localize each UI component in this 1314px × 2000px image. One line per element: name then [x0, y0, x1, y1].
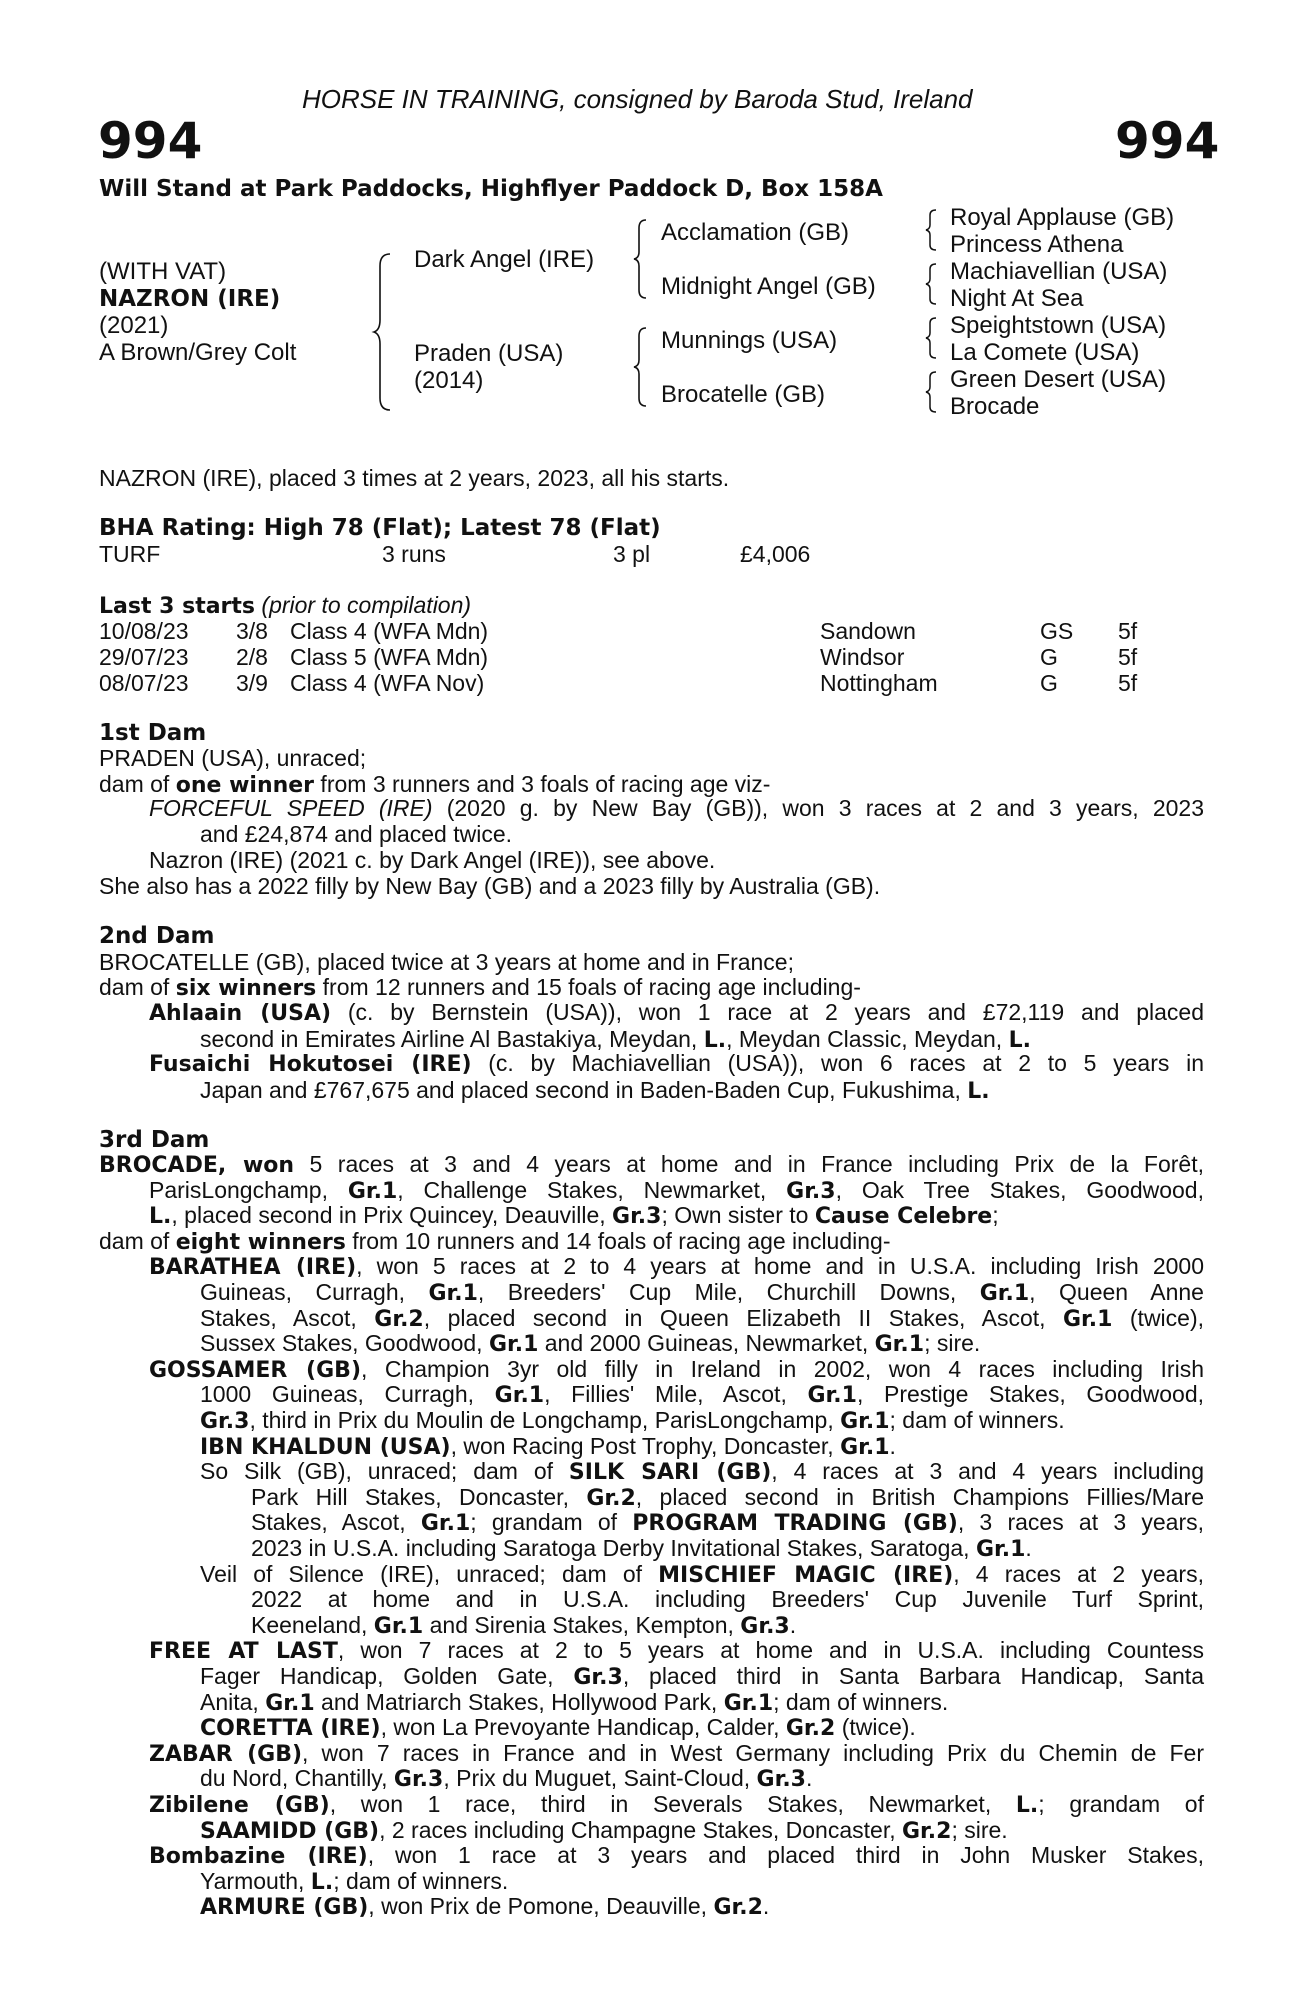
start-going: G	[1040, 644, 1058, 670]
text: , 2 races including Champagne Stakes, Doncaster,	[379, 1816, 902, 1843]
first-dam-line1: PRADEN (USA), unraced;	[99, 745, 367, 771]
third-dam-line	[200, 1690, 1204, 1717]
text: , won 7 races in France and in West Germany including Prix du Chemin de Fer	[302, 1739, 1205, 1766]
bold-text: Zibilene (GB)	[149, 1793, 330, 1818]
start-dist: 5f	[1118, 644, 1138, 670]
text: 2023 in U.S.A. including Saratoga Derby Invitational Stakes, Saratoga,	[251, 1535, 976, 1561]
text: ; Own sister to	[661, 1202, 815, 1229]
first-dam-title: 1st Dam	[99, 720, 207, 746]
first-dam-progeny-1	[99, 796, 1204, 847]
start-race: Class 4 (WFA Nov)	[290, 670, 485, 696]
bold-text: Cause Celebre	[814, 1204, 993, 1230]
pedigree-dam-sire: Munnings (USA)	[661, 327, 838, 354]
forceful-speed-name: FORCEFUL SPEED (IRE)	[149, 795, 433, 821]
text: , won 1 race, third in Severals Stakes, Newmarket,	[329, 1791, 1016, 1817]
text: from 10 runners and 14 foals of racing age including-	[345, 1227, 891, 1254]
bold-text: Gr.1	[347, 1178, 398, 1204]
ahlaain-l2: L.	[1008, 1027, 1031, 1053]
rating-runs: 3 runs	[382, 541, 446, 567]
text: (twice),	[1112, 1304, 1204, 1331]
third-dam-line	[149, 1254, 1204, 1281]
forceful-speed-line1: (2020 g. by New Bay (GB)), won 3 races at 2 and 3 years, 2023	[432, 795, 1205, 821]
last-starts-heading	[99, 592, 471, 620]
bold-text: Gr.1	[373, 1613, 424, 1639]
bold-text: Gr.1	[840, 1434, 890, 1460]
lot-number-right: 994	[1115, 112, 1220, 170]
pedigree-brace-dam	[632, 326, 648, 408]
start-date: 08/07/23	[99, 670, 189, 696]
text: .	[1025, 1535, 1032, 1561]
bold-text: Gr.2	[713, 1895, 763, 1921]
third-dam-line	[200, 1331, 1204, 1358]
pedigree-brace-ds	[924, 316, 938, 360]
third-dam-line	[251, 1613, 1204, 1640]
third-dam-line	[200, 1434, 1204, 1461]
text: , won La Prevoyante Handicap, Calder,	[380, 1714, 786, 1741]
bold-text: BROCADE, won	[99, 1153, 295, 1178]
text: So Silk (GB), unraced; dam of	[200, 1458, 569, 1485]
text: , Fillies' Mile, Ascot,	[544, 1381, 808, 1408]
third-dam-line	[149, 1357, 1204, 1384]
bold-text: Gr.1	[840, 1409, 890, 1434]
bold-text: MISCHIEF MAGIC (IRE)	[658, 1562, 954, 1588]
first-dam-note: She also has a 2022 filly by New Bay (GB) and a 2023 filly by Australia (GB).	[99, 873, 881, 899]
ahlaain-l1: L.	[703, 1027, 727, 1053]
rating-earnings: £4,006	[740, 541, 811, 567]
start-course: Windsor	[820, 644, 905, 670]
bold-text: Gr.1	[265, 1690, 315, 1716]
bold-text: FREE AT LAST	[149, 1639, 338, 1665]
horse-name: NAZRON (IRE)	[99, 286, 281, 312]
third-dam-line	[149, 1843, 1204, 1870]
bold-text: Gr.3	[200, 1409, 250, 1434]
text: ; grandam of	[1038, 1791, 1204, 1817]
text: and 2000 Guineas, Newmarket,	[538, 1330, 875, 1357]
fusaichi-entry	[99, 1051, 1204, 1104]
third-dam-line	[200, 1869, 1204, 1896]
text: and Matriarch Stakes, Hollywood Park,	[314, 1688, 724, 1715]
pedigree-dam: Praden (USA)	[414, 340, 564, 367]
bold-text: L.	[1015, 1793, 1039, 1818]
start-dist: 5f	[1118, 670, 1138, 696]
third-dam-line	[200, 1562, 1204, 1589]
third-dam-title: 3rd Dam	[99, 1127, 210, 1153]
text: (twice).	[835, 1714, 916, 1741]
first-dam-progeny-2: Nazron (IRE) (2021 c. by Dark Angel (IRE)), see above.	[149, 847, 716, 873]
pedigree-brace-main	[372, 252, 392, 412]
second-dam-line2-c: from 12 runners and 15 foals of racing age including-	[316, 974, 861, 1000]
bold-text: Gr.3	[786, 1178, 836, 1204]
bold-text: Gr.1	[979, 1281, 1030, 1306]
text: Anita,	[200, 1688, 266, 1715]
pedigree-dam-year: (2014)	[414, 367, 484, 394]
pedigree-sire-sire: Acclamation (GB)	[661, 219, 850, 246]
second-dam-winners: six winners	[175, 976, 317, 1001]
third-dam-line	[99, 1229, 1204, 1256]
text: .	[762, 1893, 770, 1920]
bold-text: Gr.3	[756, 1767, 806, 1793]
lot-number-left: 994	[98, 112, 203, 170]
start-course: Nottingham	[820, 670, 938, 696]
text: , Champion 3yr old filly in Ireland in 2002, won 4 races including Irish	[361, 1355, 1204, 1382]
vat-note: (WITH VAT)	[99, 258, 227, 285]
bha-rating: BHA Rating: High 78 (Flat); Latest 78 (Flat)	[99, 515, 661, 541]
third-dam-line	[149, 1638, 1204, 1665]
second-dam-title: 2nd Dam	[99, 923, 215, 949]
text: , Prix du Muguet, Saint-Cloud,	[443, 1765, 757, 1792]
consignment-header: HORSE IN TRAINING, consigned by Baroda Stud, Ireland	[302, 84, 973, 114]
text: Sussex Stakes, Goodwood,	[200, 1330, 489, 1357]
bold-text: Gr.2	[902, 1818, 952, 1844]
fusaichi-name: Fusaichi Hokutosei (IRE)	[149, 1052, 472, 1077]
text: , 3 races at 3 years,	[957, 1509, 1204, 1536]
ahlaain-line2c: , Meydan Classic, Meydan,	[726, 1025, 1009, 1052]
text: Fager Handicap, Golden Gate,	[200, 1663, 574, 1689]
pedigree-sire: Dark Angel (IRE)	[414, 246, 595, 273]
bold-text: SAAMIDD (GB)	[200, 1818, 380, 1844]
ahlaain-name: Ahlaain (USA)	[149, 1001, 332, 1026]
start-course: Sandown	[820, 618, 916, 644]
start-going: GS	[1040, 618, 1074, 644]
bold-text: L.	[149, 1204, 172, 1230]
text: , won Racing Post Trophy, Doncaster,	[450, 1432, 841, 1459]
horse-description: A Brown/Grey Colt	[99, 339, 297, 366]
bold-text: Gr.3	[612, 1204, 662, 1230]
pedigree-dam-dam: Brocatelle (GB)	[661, 381, 826, 408]
bold-text: Gr.1	[807, 1383, 857, 1409]
third-dam-line	[251, 1587, 1204, 1613]
third-dam-line	[149, 1178, 1204, 1205]
text: ParisLongchamp,	[149, 1176, 348, 1203]
text: , won Prix de Pomone, Deauville,	[368, 1893, 714, 1920]
third-dam-line	[149, 1792, 1204, 1819]
text: Veil of Silence (IRE), unraced; dam of	[200, 1560, 659, 1587]
ahlaain-line2a: second in Emirates Airline Al Bastakiya, Meydan,	[200, 1025, 704, 1052]
bold-text: CORETTA (IRE)	[200, 1716, 381, 1742]
start-pos: 3/8	[236, 618, 268, 644]
text: ; sire.	[924, 1330, 981, 1357]
third-dam-line	[251, 1536, 1204, 1563]
forceful-speed-line2: and £24,874 and placed twice.	[200, 820, 513, 847]
text: , won 7 races at 2 to 5 years at home and in U.S.A. including Countess	[337, 1637, 1204, 1664]
third-dam-line	[251, 1510, 1204, 1537]
start-dist: 5f	[1118, 618, 1138, 644]
text: , third in Prix du Moulin de Longchamp, ParisLongchamp,	[249, 1407, 841, 1433]
text: , placed third in Santa Barbara Handicap, Santa	[622, 1663, 1204, 1689]
third-dam-line	[200, 1306, 1204, 1333]
text: Stakes, Ascot,	[251, 1509, 421, 1536]
text: , placed second in British Champions Fillies/Mare	[635, 1483, 1204, 1510]
text: Guineas, Curragh,	[200, 1279, 429, 1305]
third-dam-line	[149, 1741, 1204, 1768]
third-dam-line	[200, 1382, 1204, 1409]
fusaichi-line1: (c. by Machiavellian (USA)), won 6 races at 2 to 5 years in	[471, 1050, 1204, 1076]
bold-text: L.	[310, 1869, 334, 1895]
text: ; dam of winners.	[333, 1867, 509, 1894]
fusaichi-line2a: Japan and £767,675 and placed second in Baden-Baden Cup, Fukushima,	[200, 1076, 968, 1103]
pedigree-sdd: Night At Sea	[950, 285, 1084, 312]
bold-text: Gr.3	[393, 1767, 444, 1793]
text: , Oak Tree Stakes, Goodwood,	[835, 1176, 1204, 1203]
third-dam-line	[200, 1280, 1204, 1307]
text: 1000 Guineas, Curragh,	[200, 1381, 495, 1408]
bold-text: PROGRAM TRADING (GB)	[632, 1511, 958, 1537]
last-starts-title: Last 3 starts	[99, 594, 256, 619]
text: , 4 races at 3 and 4 years including	[771, 1458, 1205, 1485]
bold-text: Gr.2	[785, 1716, 836, 1742]
pedigree-dsd: La Comete (USA)	[950, 339, 1140, 366]
pedigree-sds: Machiavellian (USA)	[950, 258, 1168, 285]
text: , 4 races at 2 years,	[953, 1560, 1204, 1587]
text: ; sire.	[951, 1816, 1008, 1843]
racing-summary: NAZRON (IRE), placed 3 times at 2 years, 2023, all his starts.	[99, 465, 730, 491]
bold-text: Gr.1	[428, 1281, 478, 1306]
text: ; grandam of	[470, 1509, 633, 1536]
bold-text: IBN KHALDUN (USA)	[200, 1434, 451, 1460]
text: dam of	[99, 1227, 176, 1254]
bold-text: Gr.1	[420, 1511, 471, 1537]
rating-surface: TURF	[99, 541, 161, 567]
third-dam-line	[200, 1894, 1204, 1921]
pedigree-brace-dd	[924, 370, 938, 414]
pedigree-ddd: Brocade	[950, 393, 1040, 420]
start-pos: 2/8	[236, 644, 268, 670]
bold-text: Gr.1	[874, 1332, 925, 1358]
second-dam-line1: BROCATELLE (GB), placed twice at 3 years at home and in France;	[99, 949, 794, 975]
text: , placed second in Queen Elizabeth II Stakes, Ascot,	[423, 1304, 1063, 1331]
pedigree-brace-sire	[632, 218, 648, 300]
start-pos: 3/9	[236, 670, 268, 696]
text: Park Hill Stakes, Doncaster,	[251, 1483, 587, 1510]
bold-text: ZABAR (GB)	[149, 1741, 303, 1767]
text: du Nord, Chantilly,	[200, 1765, 394, 1792]
start-race: Class 4 (WFA Mdn)	[290, 618, 489, 644]
text: , won 5 races at 2 to 4 years at home and in U.S.A. including Irish 2000	[356, 1253, 1205, 1280]
text: Keeneland,	[251, 1611, 374, 1638]
pedigree-brace-ss	[924, 208, 938, 252]
text: Stakes, Ascot,	[200, 1304, 375, 1331]
ahlaain-entry	[99, 1000, 1204, 1053]
text: ; dam of winners.	[773, 1688, 949, 1715]
pedigree-sire-dam: Midnight Angel (GB)	[661, 273, 876, 300]
bold-text: SILK SARI (GB)	[568, 1460, 772, 1486]
start-date: 29/07/23	[99, 644, 189, 670]
bold-text: Gr.1	[723, 1690, 774, 1716]
fusaichi-l: L.	[967, 1078, 990, 1104]
bold-text: Gr.1	[488, 1332, 539, 1358]
third-dam-line	[200, 1664, 1204, 1691]
bold-text: Gr.2	[586, 1485, 636, 1511]
third-dam-line	[200, 1766, 1204, 1793]
third-dam-line	[99, 1152, 1204, 1179]
text: , won 1 race at 3 years and placed third in John Musker Stakes,	[367, 1842, 1204, 1869]
ahlaain-line1: (c. by Bernstein (USA)), won 1 race at 2 years and £72,119 and placed	[331, 999, 1204, 1025]
text: , placed second in Prix Quincey, Deauville,	[171, 1202, 613, 1229]
bold-text: Gr.3	[573, 1665, 623, 1690]
third-dam-line	[200, 1715, 1204, 1742]
bold-text: ARMURE (GB)	[200, 1895, 369, 1921]
stand-location: Will Stand at Park Paddocks, Highflyer Paddock D, Box 158A	[99, 176, 883, 202]
bold-text: Bombazine (IRE)	[149, 1844, 368, 1870]
third-dam-line	[200, 1459, 1204, 1486]
bold-text: Gr.2	[374, 1306, 424, 1332]
text: , Challenge Stakes, Newmarket,	[397, 1176, 787, 1203]
start-race: Class 5 (WFA Mdn)	[290, 644, 489, 670]
text: .	[789, 1611, 797, 1638]
bold-text: Gr.3	[740, 1613, 790, 1639]
pedigree-dds: Green Desert (USA)	[950, 366, 1167, 393]
second-dam-line2-a: dam of	[99, 974, 176, 1000]
start-going: G	[1040, 670, 1058, 696]
start-date: 10/08/23	[99, 618, 189, 644]
horse-year: (2021)	[99, 312, 169, 339]
text: , Prestige Stakes, Goodwood,	[856, 1381, 1205, 1408]
text: , Breeders' Cup Mile, Churchill Downs,	[477, 1279, 980, 1305]
text: Yarmouth,	[200, 1867, 311, 1894]
text: ;	[992, 1202, 999, 1229]
last-starts-note: (prior to compilation)	[261, 592, 472, 618]
bold-text: Gr.1	[494, 1383, 545, 1409]
third-dam-line	[200, 1408, 1204, 1435]
first-dam-line2-c: from 3 runners and 3 foals of racing age viz-	[314, 771, 771, 797]
first-dam-line2-a: dam of	[99, 771, 176, 797]
bold-text: BARATHEA (IRE)	[149, 1255, 357, 1281]
third-dam-line	[200, 1818, 1204, 1845]
text: 5 races at 3 and 4 years at home and in France including Prix de la Forêt,	[294, 1151, 1204, 1177]
third-dam-line	[251, 1485, 1204, 1512]
bold-text: eight winners	[175, 1229, 346, 1255]
text: and Sirenia Stakes, Kempton,	[423, 1611, 741, 1638]
bold-text: Gr.1	[975, 1537, 1026, 1562]
text: .	[889, 1432, 896, 1459]
second-dam-line2	[99, 974, 861, 1002]
text: , Queen Anne	[1029, 1279, 1204, 1305]
first-dam-winners: one winner	[175, 773, 315, 798]
rating-placed: 3 pl	[613, 541, 651, 567]
text: ; dam of winners.	[889, 1407, 1065, 1433]
third-dam-line	[149, 1203, 1204, 1230]
text: 2022 at home and in U.S.A. including Breeders' Cup Juvenile Turf Sprint,	[251, 1586, 1204, 1613]
pedigree-sss: Royal Applause (GB)	[950, 204, 1175, 231]
text: .	[805, 1765, 813, 1792]
bold-text: GOSSAMER (GB)	[149, 1357, 361, 1383]
pedigree-dss: Speightstown (USA)	[950, 312, 1167, 339]
pedigree-ssd: Princess Athena	[950, 231, 1124, 258]
bold-text: Gr.1	[1062, 1306, 1113, 1332]
pedigree-brace-sd	[924, 262, 938, 306]
